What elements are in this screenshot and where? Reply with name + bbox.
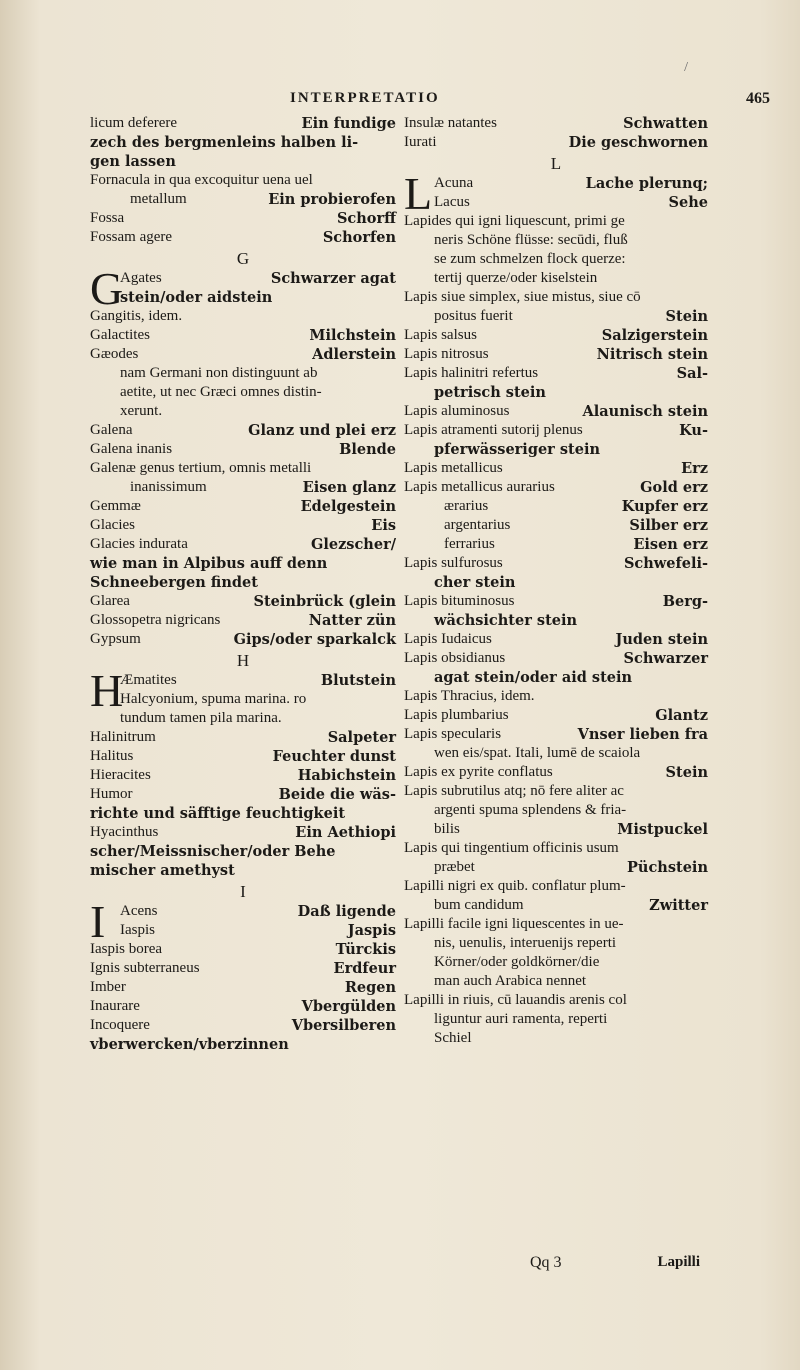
latin-term: Lapis aluminosus: [404, 403, 510, 419]
latin-term: Agates: [120, 270, 162, 286]
glossary-continuation: vberwercken/vberzinnen: [90, 1036, 289, 1053]
glossary-entry: [404, 459, 708, 478]
ink-mark: /: [684, 60, 688, 75]
glossary-entry: [404, 592, 708, 611]
glossary-entry: [404, 497, 708, 516]
german-term: Zwitter: [649, 897, 708, 914]
glossary-entry: [404, 307, 708, 326]
drop-initial: G: [90, 263, 124, 314]
latin-term: inanissimum: [130, 479, 207, 495]
latin-term: Incoquere: [90, 1017, 150, 1033]
latin-term: Galena inanis: [90, 441, 173, 457]
glossary-entry: [404, 839, 708, 858]
latin-term: Iaspis: [120, 922, 155, 938]
german-term: Schorfen: [322, 229, 396, 246]
german-term: Jaspis: [347, 922, 396, 939]
german-term: Kupfer erz: [621, 498, 708, 515]
latin-term: Lapis ex pyrite conflatus: [404, 764, 553, 780]
latin-term: se zum schmelzen flock querze:: [434, 251, 626, 267]
german-term: Ein fundige: [301, 115, 396, 132]
glossary-entry: [90, 190, 396, 209]
glossary-entry: [404, 421, 708, 440]
glossary-entry: [404, 744, 708, 763]
glossary-entry: [404, 649, 708, 668]
latin-term: nis, uenulis, interuenijs reperti: [434, 935, 617, 951]
latin-term: Iaspis borea: [90, 941, 163, 957]
latin-term: bum candidum: [434, 897, 524, 913]
glossary-continuation: zech des bergmenleins halben li-: [90, 134, 359, 151]
latin-term: Hieracites: [90, 767, 151, 783]
german-term: Ein probierofen: [268, 191, 396, 208]
glossary-entry: [120, 690, 396, 709]
latin-term: Lapilli facile igni liquescentes in ue-: [404, 916, 624, 932]
glossary-entry: [90, 1016, 396, 1035]
glossary-entry: [404, 250, 708, 269]
glossary-entry: [90, 535, 396, 554]
glossary-entry: [90, 383, 396, 402]
glossary-entry: [434, 174, 708, 193]
glossary-entry: [404, 991, 708, 1010]
glossary-entry: [434, 193, 708, 212]
latin-term: Fossa: [90, 210, 125, 226]
latin-term: Galena: [90, 422, 133, 438]
glossary-entry: [404, 782, 708, 801]
glossary-entry: [90, 823, 396, 842]
german-term: Salzigerstein: [601, 327, 708, 344]
latin-term: Lapides qui igni liquescunt, primi ge: [404, 213, 625, 229]
glossary-entry: [120, 671, 396, 690]
german-term: Ein Aethiopi: [295, 824, 396, 841]
glossary-entry: [404, 133, 708, 152]
german-term: Vbergülden: [301, 998, 396, 1015]
glossary-entry: [404, 972, 708, 991]
glossary-entry: [404, 1029, 708, 1048]
glossary-entry: [404, 402, 708, 421]
latin-term: Lapis metallicus aurarius: [404, 479, 555, 495]
glossary-entry: [404, 1010, 708, 1029]
glossary-continuation: cher stein: [434, 574, 516, 591]
latin-term: liguntur auri ramenta, reperti: [434, 1011, 608, 1027]
german-term: Blutstein: [320, 672, 396, 689]
german-term: Stein: [665, 308, 708, 325]
glossary-entry: [90, 326, 396, 345]
glossary-entry: [404, 231, 708, 250]
latin-term: Lapis qui tingentium officinis usum: [404, 840, 619, 856]
german-term: Blende: [339, 441, 396, 458]
glossary-entry: [90, 611, 396, 630]
glossary-continuation: wie man in Alpibus auff denn: [90, 555, 328, 572]
latin-term: Inaurare: [90, 998, 140, 1014]
glossary-entry: [404, 763, 708, 782]
section-letter: L: [550, 154, 562, 173]
glossary-entry: [404, 516, 708, 535]
glossary-entry: [90, 459, 396, 478]
german-term: Eis: [371, 517, 396, 534]
latin-term: Halcyonium, spuma marina. ro: [120, 691, 307, 707]
drop-initial: L: [404, 168, 433, 219]
glossary-entry: [90, 997, 396, 1016]
latin-term: licum deferere: [90, 115, 178, 131]
latin-term: Körner/oder goldkörner/die: [434, 954, 600, 970]
glossary-entry: [404, 934, 708, 953]
glossary-entry: [404, 706, 708, 725]
latin-term: nam Germani non distinguunt ab: [120, 365, 318, 381]
latin-term: aetite, ut nec Græci omnes distin-: [120, 384, 322, 400]
glossary-entry: [404, 212, 708, 231]
section-letter: G: [236, 249, 250, 268]
latin-term: Galactites: [90, 327, 150, 343]
glossary-entry: [90, 747, 396, 766]
glossary-entry: [404, 364, 708, 383]
glossary-entry: [90, 497, 396, 516]
german-term: Habichstein: [297, 767, 396, 784]
glossary-entry: [404, 269, 708, 288]
glossary-entry: [90, 940, 396, 959]
glossary-entry: [90, 171, 396, 190]
glossary-entry: [404, 858, 708, 877]
latin-term: tertij querze/oder kiselstein: [434, 270, 598, 286]
glossary-entry: [404, 725, 708, 744]
latin-term: Gangitis, idem.: [90, 308, 183, 324]
glossary-continuation: richte und säfftige feuchtigkeit: [90, 805, 346, 822]
german-term: Edelgestein: [300, 498, 396, 515]
glossary-continuation: pferwässeriger stein: [434, 441, 601, 458]
german-term: Glantz: [655, 707, 708, 724]
latin-term: ærarius: [444, 498, 489, 514]
german-term: Feuchter dunst: [272, 748, 396, 765]
glossary-entry: [120, 921, 396, 940]
glossary-entry: [404, 953, 708, 972]
latin-term: Ignis subterraneus: [90, 960, 200, 976]
latin-term: Lapis obsidianus: [404, 650, 506, 666]
glossary-continuation: petrisch stein: [434, 384, 546, 401]
glossary-continuation: agat stein/oder aid stein: [434, 669, 633, 686]
german-term: Silber erz: [629, 517, 708, 534]
latin-term: Fossam agere: [90, 229, 173, 245]
latin-term: Galenæ genus tertium, omnis metalli: [90, 460, 312, 476]
german-term: Beide die wäs-: [278, 786, 396, 803]
latin-term: Lapis subrutilus atq; nō fere aliter ac: [404, 783, 624, 799]
glossary-entry: [90, 959, 396, 978]
glossary-entry: [90, 728, 396, 747]
german-term: Milchstein: [309, 327, 396, 344]
glossary-entry: [90, 592, 396, 611]
latin-term: Lapis plumbarius: [404, 707, 509, 723]
german-term: Gold erz: [640, 479, 708, 496]
folio-number: 465: [746, 90, 770, 107]
glossary-entry: [90, 209, 396, 228]
glossary-entry: [404, 478, 708, 497]
german-term: Daß ligende: [297, 903, 396, 920]
running-head: INTERPRETATIO: [290, 90, 440, 106]
german-term: Erdfeur: [333, 960, 396, 977]
drop-initial: I: [90, 896, 106, 947]
glossary-entry: [404, 535, 708, 554]
glossary-entry: [404, 687, 708, 706]
latin-term: Imber: [90, 979, 126, 995]
glossary-continuation: mischer amethyst: [90, 862, 235, 879]
german-term: Natter zün: [308, 612, 396, 629]
german-term: Juden stein: [615, 631, 708, 648]
german-term: Steinbrück (glein: [253, 593, 396, 610]
latin-term: Lapis metallicus: [404, 460, 503, 476]
glossary-entry: [404, 801, 708, 820]
german-term: Schorff: [336, 210, 396, 227]
drop-initial: H: [90, 665, 124, 716]
latin-term: Gypsum: [90, 631, 141, 647]
latin-term: Insulæ natantes: [404, 115, 497, 131]
latin-term: bilis: [434, 821, 460, 837]
german-term: Schwefeli-: [623, 555, 708, 572]
glossary-entry: [120, 269, 396, 288]
latin-term: præbet: [434, 859, 475, 875]
left-column: [90, 114, 396, 1054]
latin-term: man auch Arabica nennet: [434, 973, 587, 989]
latin-term: Acuna: [434, 175, 474, 191]
latin-term: Humor: [90, 786, 133, 802]
initial-block: [404, 168, 708, 219]
latin-term: Halitus: [90, 748, 134, 764]
latin-term: Lapis siue simplex, siue mistus, siue cō: [404, 289, 641, 305]
german-term: Glanz und plei erz: [248, 422, 396, 439]
glossary-entry: [90, 114, 396, 133]
glossary-entry: [404, 896, 708, 915]
glossary-entry: [404, 288, 708, 307]
latin-term: Iurati: [404, 134, 437, 150]
glossary-continuation: Schneebergen findet: [90, 574, 258, 591]
german-term: Eisen erz: [633, 536, 708, 553]
glossary-entry: [90, 785, 396, 804]
latin-term: Lapis Iudaicus: [404, 631, 492, 647]
latin-term: ferrarius: [444, 536, 495, 552]
glossary-entry: [90, 345, 396, 364]
latin-term: Glossopetra nigricans: [90, 612, 221, 628]
german-term: Sal-: [676, 365, 708, 382]
initial-block: [90, 665, 396, 728]
latin-term: metallum: [130, 191, 187, 207]
glossary-entry: [120, 902, 396, 921]
latin-term: Gæodes: [90, 346, 139, 362]
latin-term: Glacies indurata: [90, 536, 188, 552]
latin-term: Lapilli in riuis, cū lauandis arenis col: [404, 992, 627, 1008]
glossary-entry: [90, 402, 396, 421]
latin-term: Lapis bituminosus: [404, 593, 515, 609]
german-term: Alaunisch stein: [582, 403, 708, 420]
german-term: Mistpuckel: [617, 821, 708, 838]
german-term: Glezscher/: [310, 536, 396, 553]
latin-term: Lapis halinitri refertus: [404, 365, 539, 381]
german-term: Türckis: [335, 941, 396, 958]
german-term: Regen: [344, 979, 396, 996]
glossary-entry: [90, 228, 396, 247]
german-term: Püchstein: [627, 859, 708, 876]
glossary-entry: [404, 915, 708, 934]
latin-term: xerunt.: [120, 403, 163, 419]
latin-term: Hyacinthus: [90, 824, 159, 840]
glossary-continuation: wächsichter stein: [434, 612, 578, 629]
latin-term: Lacus: [434, 194, 470, 210]
german-term: Vnser lieben fra: [577, 726, 708, 743]
glossary-entry: [404, 820, 708, 839]
latin-term: Lapis nitrosus: [404, 346, 489, 362]
initial-block: [90, 263, 396, 314]
german-term: Stein: [665, 764, 708, 781]
glossary-continuation: stein/oder aidstein: [120, 289, 273, 306]
latin-term: Gemmæ: [90, 498, 141, 514]
glossary-entry: [404, 877, 708, 896]
signature-mark: Qq 3: [530, 1254, 562, 1271]
german-term: Ku-: [679, 422, 708, 439]
latin-term: wen eis/spat. Itali, lumē de scaiola: [434, 745, 641, 761]
german-term: Salpeter: [327, 729, 396, 746]
latin-term: Lapis atramenti sutorij plenus: [404, 422, 583, 438]
glossary-entry: [90, 630, 396, 649]
german-term: Schwarzer: [623, 650, 708, 667]
latin-term: neris Schöne flüsse: secūdi, fluß: [434, 232, 628, 248]
glossary-entry: [90, 421, 396, 440]
latin-term: Schiel: [434, 1030, 472, 1046]
glossary-entry: [90, 978, 396, 997]
latin-term: Æmatites: [120, 672, 177, 688]
catchword: Lapilli: [657, 1254, 700, 1270]
latin-term: Glarea: [90, 593, 130, 609]
glossary-entry: [404, 630, 708, 649]
glossary-entry: [120, 709, 396, 728]
glossary-entry: [404, 554, 708, 573]
glossary-entry: [90, 440, 396, 459]
latin-term: Glacies: [90, 517, 135, 533]
german-term: Adlerstein: [312, 346, 396, 363]
glossary-continuation: scher/Meissnischer/oder Behe: [90, 843, 336, 860]
german-term: Nitrisch stein: [596, 346, 708, 363]
glossary-entry: [404, 345, 708, 364]
latin-term: Lapis sulfurosus: [404, 555, 503, 571]
latin-term: Halinitrum: [90, 729, 156, 745]
latin-term: Fornacula in qua excoquitur uena uel: [90, 172, 313, 188]
glossary-entry: [404, 326, 708, 345]
german-term: Gips/oder sparkalck: [233, 631, 396, 648]
german-term: Schwarzer agat: [270, 270, 396, 287]
glossary-entry: [90, 766, 396, 785]
german-term: Schwatten: [623, 115, 708, 132]
latin-term: argentarius: [444, 517, 511, 533]
german-term: Sehe: [668, 194, 708, 211]
german-term: Erz: [681, 460, 708, 477]
german-term: Lache plerunq;: [585, 175, 708, 192]
section-letter: I: [240, 882, 246, 901]
glossary-entry: [404, 114, 708, 133]
glossary-continuation: gen lassen: [90, 153, 176, 170]
glossary-entry: [90, 478, 396, 497]
latin-term: Lapis Thracius, idem.: [404, 688, 535, 704]
german-term: Eisen glanz: [302, 479, 396, 496]
section-letter: H: [236, 651, 250, 670]
latin-term: Lapilli nigri ex quib. conflatur plum-: [404, 878, 626, 894]
latin-term: tundum tamen pila marina.: [120, 710, 282, 726]
german-term: Die geschwornen: [568, 134, 708, 151]
latin-term: positus fuerit: [434, 308, 513, 324]
german-term: Berg-: [662, 593, 708, 610]
latin-term: argenti spuma splendens & fria-: [434, 802, 627, 818]
right-column: [404, 114, 708, 1048]
glossary-entry: [90, 516, 396, 535]
latin-term: Lapis salsus: [404, 327, 477, 343]
latin-term: Lapis specularis: [404, 726, 502, 742]
latin-term: Acens: [120, 903, 158, 919]
glossary-entry: [90, 364, 396, 383]
glossary-entry: [90, 307, 396, 326]
german-term: Vbersilberen: [291, 1017, 396, 1034]
initial-block: [90, 896, 396, 947]
